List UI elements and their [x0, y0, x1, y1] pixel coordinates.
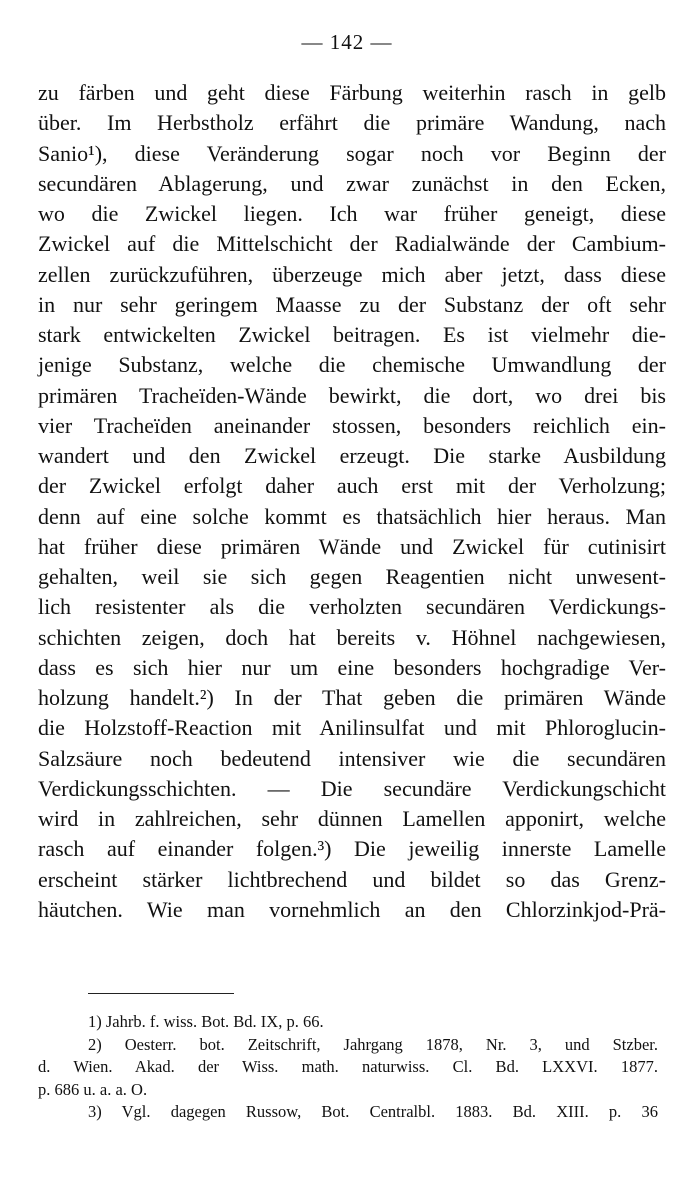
text-line: häutchen. Wie man vornehmlich an den Chlorzinkjod-Prä-: [38, 896, 666, 922]
text-line: Sanio¹), diese Veränderung sogar noch vor Beginn der: [38, 140, 666, 166]
text-line: die Holzstoff-Reaction mit Anilinsulfat und mit Phloroglucin-: [38, 715, 666, 741]
text-line: schichten zeigen, doch hat bereits v. Höhnel nachgewiesen,: [38, 624, 666, 650]
text-line: primären Tracheïden-Wände bewirkt, die dort, wo drei bis: [38, 382, 666, 408]
footnote-1: 1) Jahrb. f. wiss. Bot. Bd. IX, p. 66.: [88, 1012, 324, 1031]
main-text-block: [38, 78, 666, 925]
page-number: — 142 —: [301, 30, 393, 54]
footnote-divider: [88, 993, 234, 994]
footnote-2-continuation: p. 686 u. a. a. O.: [38, 1079, 148, 1099]
text-line: rasch auf einander folgen.³) Die jeweilig innerste Lamelle: [38, 836, 666, 862]
text-line: lich resistenter als die verholzten secundären Verdickungs-: [38, 594, 666, 620]
text-line: in nur sehr geringem Maasse zu der Substanz der oft sehr: [38, 291, 666, 317]
text-line: Verdickungsschichten. — Die secundäre Verdickungschicht: [38, 775, 666, 801]
text-line: gehalten, weil sie sich gegen Reagentien nicht unwesent-: [38, 564, 666, 589]
footnote-3: 3) Vgl. dagegen Russow, Bot. Centralbl. 1883. Bd. XIII. p. 36: [88, 1102, 658, 1121]
footnote-2: 2) Oesterr. bot. Zeitschrift, Jahrgang 1878, Nr. 3, und Stzber.: [88, 1034, 658, 1054]
text-line: jenige Substanz, welche die chemische Umwandlung der: [38, 352, 666, 378]
text-line: wo die Zwickel liegen. Ich war früher geneigt, diese: [38, 201, 666, 226]
text-line: vier Tracheïden aneinander stossen, besonders reichlich ein-: [38, 412, 666, 438]
text-line: über. Im Herbstholz erfährt die primäre Wandung, nach: [38, 110, 666, 136]
text-line: zellen zurückzuführen, überzeuge mich aber jetzt, dass diese: [38, 261, 666, 287]
text-line: secundären Ablagerung, und zwar zunächst in den Ecken,: [38, 170, 666, 196]
text-line: wandert und den Zwickel erzeugt. Die starke Ausbildung: [38, 443, 666, 468]
text-line: holzung handelt.²) In der That geben die primären Wände: [38, 685, 666, 710]
text-line: hat früher diese primären Wände und Zwickel für cutinisirt: [38, 533, 666, 559]
text-line: stark entwickelten Zwickel beitragen. Es ist vielmehr die-: [38, 322, 666, 347]
text-line: wird in zahlreichen, sehr dünnen Lamellen apponirt, welche: [38, 806, 666, 831]
text-line: dass es sich hier nur um eine besonders hochgradige Ver-: [38, 654, 666, 680]
text-line: erscheint stärker lichtbrechend und bildet so das Grenz-: [38, 866, 666, 892]
text-line: der Zwickel erfolgt daher auch erst mit der Verholzung;: [38, 473, 666, 499]
footnotes-block: [38, 1011, 658, 1124]
text-line: Zwickel auf die Mittelschicht der Radialwände der Cambium-: [38, 231, 666, 257]
text-line: denn auf eine solche kommt es thatsächlich hier heraus. Man: [38, 503, 666, 529]
footnote-2-continuation: d. Wien. Akad. der Wiss. math. naturwiss. Cl. Bd. LXXVI. 1877.: [38, 1057, 658, 1076]
text-line: zu färben und geht diese Färbung weiterhin rasch in gelb: [38, 80, 666, 105]
text-line: Salzsäure noch bedeutend intensiver wie die secundären: [38, 745, 666, 771]
